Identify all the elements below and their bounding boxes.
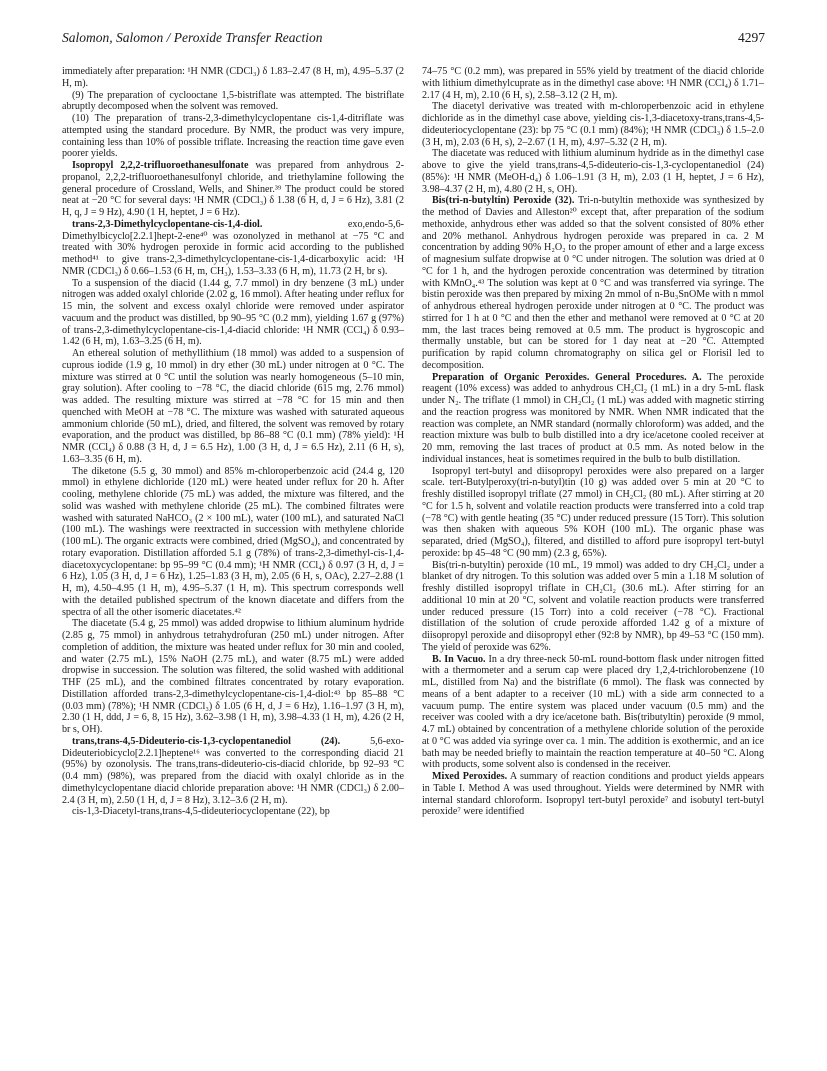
paragraph [422, 195, 764, 371]
paragraph: The diacetyl derivative was treated with m-chloroperbenzoic acid in ethylene dichloride as in the dimethyl case above, yielding cis-1,3-diacetoxy-trans,trans-4,5-dideuteriocyclopentane (23): bp 75 °C (0.1 mm) (84%); ¹H NMR (CDCl₃) δ 1.5–2.0 (3 H, m), 2.03 (6 H, s), 2–2.67 (1 H, m), 4.97–5.32 (2 H, m). [422, 101, 764, 148]
paragraph: The diacetate was reduced with lithium aluminum hydride as in the dimethyl case above to give the yield trans,trans-4,5-dideuterio-cis-1,3-cyclopentanediol (24) (85%): ¹H NMR (MeOH-d₄) δ 1.06–1.91 (3 H, m), 2.03 (1 H, heptet, J = 6 Hz), 3.98–4.37 (2 H, m), 4.80 (2 H, s, OH). [422, 148, 764, 195]
run-in-heading: Isopropyl 2,2,2-trifluoroethanesulfonate [72, 160, 249, 171]
paragraph [62, 736, 404, 807]
paragraph-text: 5,6-exo-Dideuteriobicyclo[2.2.1]heptene¹⁶ was converted to the corresponding diacid 21 (95%) by ozonolysis. The trans,trans-dideuterio-cis-diacid chloride, bp 92–93 °C (0.4 mm) (98%), was prepared from the diacid with oxalyl chloride as in the dimethylcyclopentane diacid chloride preparation above: ¹H NMR (CDCl₃) δ 2.00–2.4 (3 H, m), 2.50 (1 H, d, J = 8 Hz), 3.12–3.6 (2 H, m). [62, 735, 404, 806]
paragraph-text: Tri-n-butyltin methoxide was synthesized by the method of Davies and Alleston²⁰ except that, after preparation of the sodium methoxide, anhydrous ether was added so that the solvent consisted of 80% ether and 20% methanol. Anhydrous hydrogen peroxide was prepared in ca. 2 M concentration by adding 90% H₂O₂ to the proper amount of ether and a large excess of magnesium sulfate dropwise at 0 °C under nitrogen. The solution was dried at 0 °C for 1 h, and the hydrogen peroxide concentration was determined by titration with KMnO₄.⁴³ The solution was kept at 0 °C and was transferred via syringe. The bistin peroxide was then prepared by mixing 2n mmol of n-Bu₃SnOMe with n mmol of anhydrous ethereal hydrogen peroxide under nitrogen at 0 °C. The product was stirred for 1 h at 0 °C and then the ether and methanol were removed at 0 °C at 20 mm, the last traces being removed at 0.5 mm. The product is hygroscopic and thermally unstable, but can be stored for 1 day neat at −20 °C. Attempted purification by rapid column chromatography on silica gel or Florisil led to decomposition. [422, 195, 764, 371]
run-in-heading: trans,trans-4,5-Dideuterio-cis-1,3-cyclopentanediol (24). [72, 735, 341, 747]
paragraph: (10) The preparation of trans-2,3-dimethylcyclopentane cis-1,4-ditriflate was attempted using the standard procedure. By NMR, the product was very impure, containing less than 10% of possible triflate. Increasing the reaction time gave even poorer yields. [62, 113, 404, 160]
paragraph: (9) The preparation of cyclooctane 1,5-bistriflate was attempted. The bistriflate abruptly decomposed when the solvent was removed. [62, 89, 404, 113]
run-in-heading: trans-2,3-Dimethylcyclopentane-cis-1,4-diol. [72, 218, 263, 230]
paragraph: 74–75 °C (0.2 mm), was prepared in 55% yield by treatment of the diacid chloride with lithium dimethylcuprate as in the dimethyl case above: ¹H NMR (CCl₄) δ 1.71–2.17 (4 H, m), 2.10 (6 H, s), 2.58–3.12 (2 H, m). [422, 66, 764, 101]
paragraph [62, 219, 404, 278]
paragraph: immediately after preparation: ¹H NMR (CDCl₃) δ 1.83–2.47 (8 H, m), 4.95–5.37 (2 H, m). [62, 66, 404, 89]
run-in-heading: B. In Vacuo. [432, 653, 486, 665]
paragraph: An ethereal solution of methyllithium (18 mmol) was added to a suspension of cuprous iodide (1.9 g, 10 mmol) in dry ether (30 mL) under nitrogen at 0 °C. The mixture was stirred at 0 °C until the solution was nearly homogeneous (5–10 min, gray solution). After cooling to −78 °C, the diacid chloride (615 mg, 2.76 mmol) was added. The resulting mixture was stirred at −78 °C for 15 min and then quenched with MeOH at −78 °C. The mixture was washed with saturated aqueous ammonium chloride (50 mL), dried, and filtered, the solvent was removed by rotary evaporation, and the product was distilled, bp 86–88 °C (0.1 mm) (78% yield): ¹H NMR (CCl₄) δ 0.88 (3 H, d, J = 6.5 Hz), 1.00 (3 H, d, J = 6.5 Hz), 2.11 (6 H, s), 1.63–3.35 (6 H, m). [62, 348, 404, 465]
paragraph: To a suspension of the diacid (1.44 g, 7.7 mmol) in dry benzene (3 mL) under nitrogen was added oxalyl chloride (2.02 g, 16 mmol). After heating under reflux for 15 min, the solvent and excess oxalyl chloride were removed under aspirator vacuum and the product was distilled, bp 90–95 °C (0.2 mm), yielding 1.67 g (97%) of trans-2,3-dimethylcyclopentane-cis-1,4-diacid chloride: ¹H NMR (CCl₄) δ 0.93–1.42 (6 H, m), 1.63–3.25 (6 H, m). [62, 277, 404, 348]
paragraph: The diacetate (5.4 g, 25 mmol) was added dropwise to lithium aluminum hydride (2.85 g, 75 mmol) in anhydrous tetrahydrofuran (250 mL) under nitrogen. After completion of addition, the mixture was heated under reflux for 30 min and cooled, and water (2.75 mL), 15% NaOH (2.75 mL), and water (8.75 mL) were added dropwise in succession. The solution was filtered, the solid washed with additional THF (25 mL), and the combined filtrates concentrated by rotary evaporation. Distillation afforded trans-2,3-dimethylcyclopentane-cis-1,4-diol:⁴³ bp 85–88 °C (0.03 mm) (78%); ¹H NMR (CDCl₃) δ 1.05 (6 H, d, J = 6 Hz), 1.16–1.97 (3 H, m), 2.30 (1 H, ddd, J = 6, 8, 15 Hz), 3.62–3.98 (1 H, m), 3.98–4.33 (1 H, m), 4.26 (2 H, br s, OH). [62, 618, 404, 735]
run-in-heading: Preparation of Organic Peroxides. General Procedures. A. [432, 371, 702, 383]
page-header [62, 30, 765, 48]
run-in-heading: Mixed Peroxides. [432, 771, 508, 782]
paragraph-text: In a dry three-neck 50-mL round-bottom flask under nitrogen fitted with a thermometer and a serum cap were placed dry 1,2,4-trichlorobenzene (10 mL, distilled from Na) and the bistriflate (6 mmol). The flask was connected by means of a bent adapter to a receiver (10 mL) with a side arm connected to a vacuum pump. The entire system was placed under vacuum (0.5 mm) and the receiver was cooled with a dry ice/acetone bath. Bis(tributyltin) peroxide (9 mmol, 4.7 mL) obtained by concentration of a methylene chloride solution of the peroxide at 0 °C was added via syringe over ca. 1 min. The addition is exothermic, and an ice bath may be needed briefly to maintain the reaction temperature at 40–50 °C. Along with products, some solvent also is condensed in the receiver. [422, 653, 764, 771]
paragraph-text: A summary of reaction conditions and product yields appears in Table I. Method A was used throughout. Yields were determined by NMR with internal standard chloroform. Isopropyl tert-butyl peroxide⁷ and isobutyl tert-butyl peroxide⁷ were identified [422, 771, 764, 818]
paragraph-text: The peroxide reagent (10% excess) was added to anhydrous CH₂Cl₂ (1 mL) in a dry 5-mL flask under N₂. The triflate (1 mmol) in CH₂Cl₂ (1 mL) was added with magnetic stirring and the reaction progress was monitored by NMR. When NMR indicated that the reaction was complete, an NMR standard (normally chloroform) was added, and the reaction mixture was bulb to bulb distilled into a dry ice/acetone cooled receiver at 20 mm, removing the last traces of product at 0.5 mm. As noted below in the individual instances, heat is sometimes required in the bulb to bulb distillation. [422, 371, 765, 465]
paragraph: Isopropyl tert-butyl and diisopropyl peroxides were also prepared on a larger scale. tert-Butylperoxy(tri-n-butyl)tin (10 g) was added over 5 min at 20 °C to freshly distilled isopropyl triflate (27 mmol) in CH₂Cl₂ (80 mL). After stirring at 20 °C for 1.5 h, solvent and volatile reaction products were transferred into a cold trap (−78 °C) with gentle heating (35 °C) under reduced pressure (15 Torr). This solution was then shaken with aqueous 5% KOH (100 mL). The organic phase was separated, dried (MgSO₄), filtered, and distilled to afford pure isopropyl tert-butyl peroxide: bp 45–48 °C (90 mm) (2.3 g, 65%). [422, 465, 764, 559]
paragraph [422, 654, 764, 772]
paragraph [422, 372, 764, 466]
paragraph: Bis(tri-n-butyltin) peroxide (10 mL, 19 mmol) was added to dry CH₂Cl₂ under a blanket of dry nitrogen. To this solution was added over 5 min a 1.18 M solution of freshly distilled isopropyl triflate in CH₂Cl₂ (30.6 mL). After stirring for an additional 10 min at 20 °C, solvent and volatile reaction products were transferred under reduced pressure (15 Torr) into a cold receiver (−78 °C). Fractional distillation of the solution of crude peroxide afforded 1.42 g of a mixture of diisopropyl peroxide and diisopropyl ether (92:8 by NMR), bp 49–53 °C (150 mm). The yield of peroxide was 62%. [422, 559, 764, 653]
right-column [422, 66, 764, 818]
page-number: 4297 [738, 30, 765, 45]
left-column [62, 66, 404, 818]
paragraph-text: exo,endo-5,6-Dimethylbicyclo[2.2.1]hept-2-ene⁴⁰ was ozonolyzed in methanol at −75 °C and treated with 30% hydrogen peroxide in formic acid according to the published method⁴¹ to give trans-2,3-dimethylcyclopentane-cis-1,4-dicarboxylic acid: ¹H NMR (CDCl₃) δ 0.66–1.53 (6 H, m, CH₃), 1.53–3.33 (6 H, m), 11.73 (2 H, br s). [62, 218, 404, 277]
paragraph: cis-1,3-Diacetyl-trans,trans-4,5-dideuteriocyclopentane (22), bp [72, 806, 330, 818]
paragraph [62, 160, 404, 219]
run-in-heading: Bis(tri-n-butyltin) Peroxide (32). [432, 195, 575, 207]
paragraph: The diketone (5.5 g, 30 mmol) and 85% m-chloroperbenzoic acid (24.4 g, 120 mmol) in ethylene dichloride (120 mL) were heated under reflux for 20 h. After cooling, methylene chloride (75 mL) was added, the mixture was filtered, and the solid was washed with methylene chloride (25 mL). The combined filtrates were washed with saturated NaHCO₃ (2 × 100 mL), water (100 mL), and saturated NaCl (100 mL). The washings were reextracted in succession with methylene chloride (100 mL). The organic extracts were combined, dried (MgSO₄), and concentrated by rotary evaporation. Distillation afforded 5.1 g (78%) of trans-2,3-dimethyl-cis-1,4-diacetoxycyclopentane: bp 95–99 °C (0.4 mm); ¹H NMR (CCl₄) δ 0.97 (3 H, d, J = 6 Hz), 1.05 (3 H, d, J = 6 Hz), 1.25–1.83 (3 H, m), 2.05 (6 H, s, OAc), 2.27–2.88 (1 H, m), 4.50–4.95 (1 H, m), 4.95–5.37 (1 H, m). This spectrum corresponds well with the detailed published spectrum of the known diacetate and differs from the spectra of all the other isomeric diacetates.⁴² [62, 465, 404, 618]
running-title: Salomon, Salomon / Peroxide Transfer Reaction [62, 30, 323, 45]
paragraph [422, 771, 764, 818]
paragraph-text: was prepared from anhydrous 2-propanol, 2,2,2-trifluoroethanesulfonyl chloride, and triethylamine following the general procedure of Crossland, Wells, and Shiner.³⁹ The product could be stored neat at −20 °C for several days: ¹H NMR (CDCl₃) δ 1.38 (6 H, d, J = 6 Hz), 3.81 (2 H, q, J = 9 Hz), 4.90 (1 H, heptet, J = 6 Hz). [62, 160, 404, 218]
